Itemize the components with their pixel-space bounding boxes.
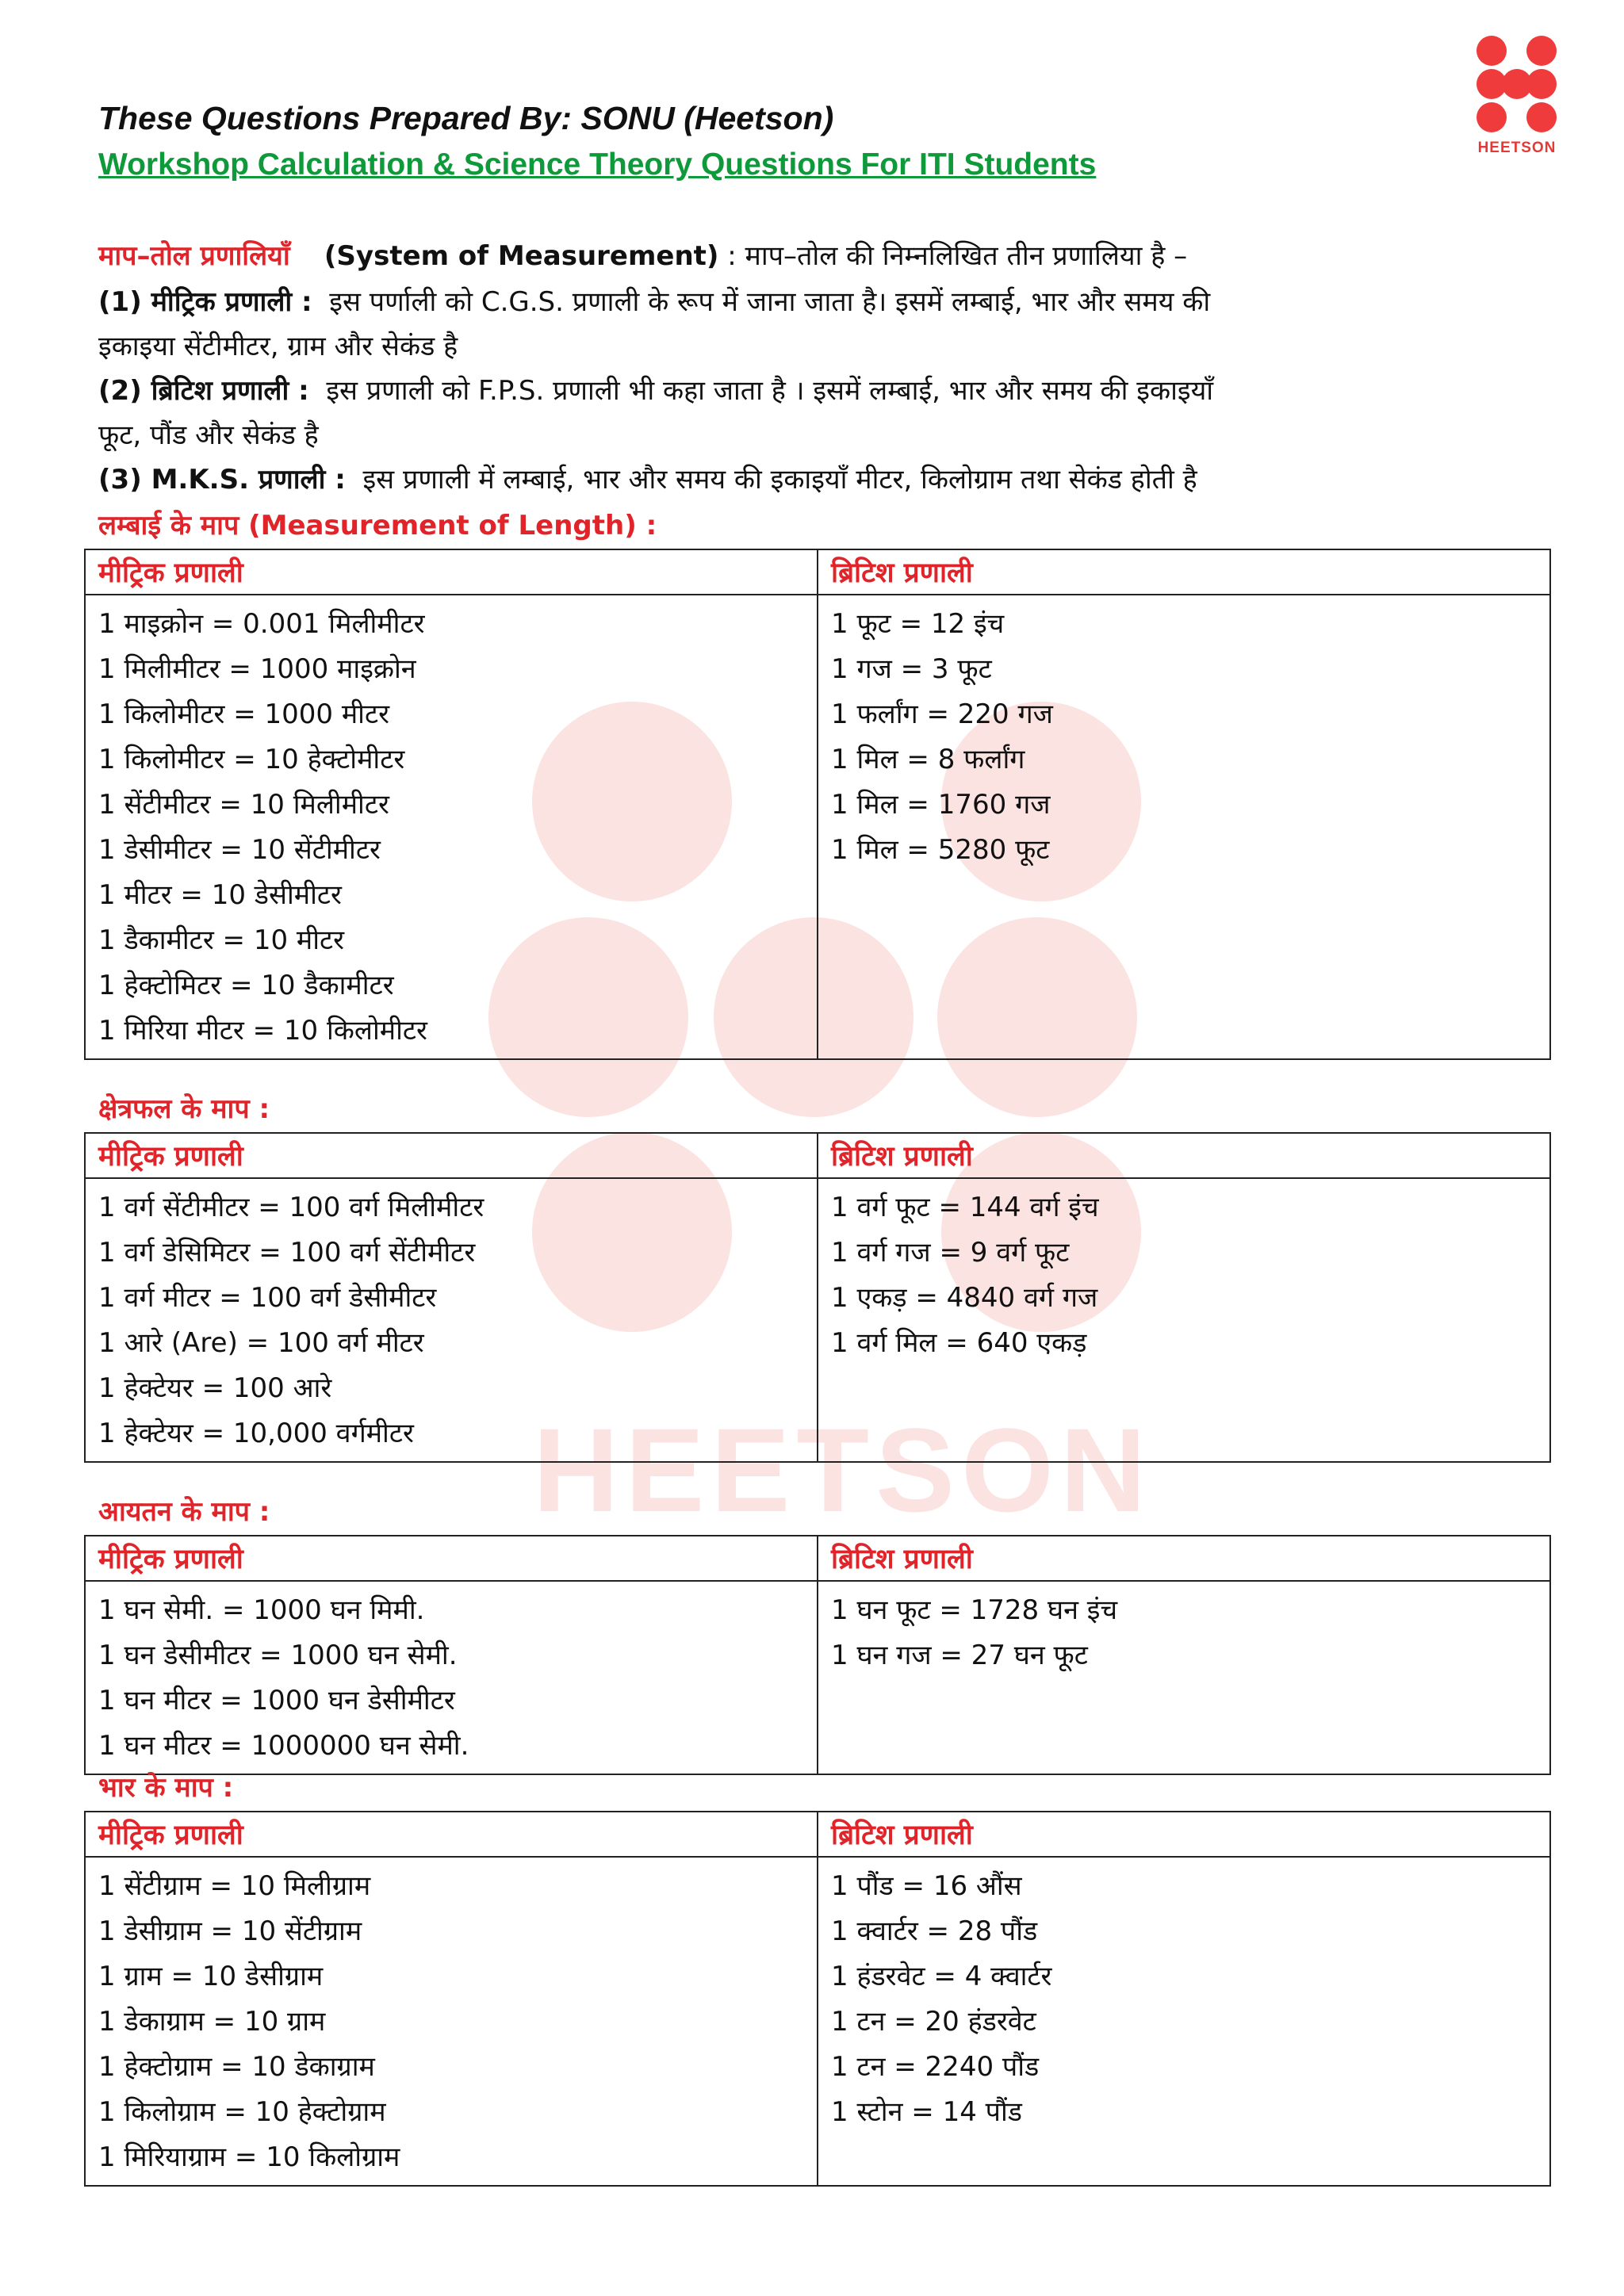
conversion-row: 1 आरे (Are) = 100 वर्ग मीटर bbox=[98, 1327, 424, 1359]
watermark-text: HEETSON bbox=[533, 1403, 1153, 1536]
conversion-row: 1 हेक्टोग्राम = 10 डेकाग्राम bbox=[98, 2051, 375, 2083]
conversion-row: 1 मीटर = 10 डेसीमीटर bbox=[98, 879, 342, 911]
intro-heading-rest: : माप–तोल की निम्नलिखित तीन प्रणालिया है – bbox=[727, 240, 1188, 272]
intro-item-3 bbox=[98, 460, 1197, 496]
intro-heading-en: (System of Measurement) bbox=[324, 240, 719, 272]
item2-label: (2) ब्रिटिश प्रणाली : bbox=[98, 375, 309, 407]
section-title-length: लम्बाई के माप (Measurement of Length) : bbox=[98, 510, 657, 541]
conversion-row: 1 मिल = 5280 फूट bbox=[831, 834, 1050, 866]
column-header-metric: मीट्रिक प्रणाली bbox=[85, 1536, 818, 1581]
intro-item-2 bbox=[98, 371, 1213, 408]
column-header-british: ब्रिटिश प्रणाली bbox=[818, 1133, 1550, 1178]
conversion-row: 1 वर्ग डेसिमिटर = 100 वर्ग सेंटीमीटर bbox=[98, 1237, 476, 1269]
conversion-row: 1 मिल = 8 फर्लांग bbox=[831, 744, 1025, 775]
conversion-row: 1 घन फूट = 1728 घन इंच bbox=[831, 1594, 1118, 1626]
column-header-metric: मीट्रिक प्रणाली bbox=[85, 1133, 818, 1178]
conversion-row: 1 घन मीटर = 1000000 घन सेमी. bbox=[98, 1730, 469, 1762]
conversion-row: 1 घन डेसीमीटर = 1000 घन सेमी. bbox=[98, 1640, 458, 1671]
metric-cell bbox=[85, 1581, 818, 1774]
conversion-row: 1 फर्लांग = 220 गज bbox=[831, 698, 1053, 730]
conversion-row: 1 मिल = 1760 गज bbox=[831, 789, 1051, 821]
conversion-row: 1 किलोमीटर = 1000 मीटर bbox=[98, 698, 390, 730]
column-header-british: ब्रिटिश प्रणाली bbox=[818, 1812, 1550, 1857]
intro-heading: माप–तोल प्रणालियाँ bbox=[98, 240, 290, 272]
metric-cell bbox=[85, 1178, 818, 1462]
british-cell bbox=[818, 1178, 1550, 1462]
page-subtitle: Workshop Calculation & Science Theory Questions For ITI Students bbox=[98, 147, 1097, 182]
intro-heading-line bbox=[98, 236, 1187, 273]
metric-cell bbox=[85, 595, 818, 1059]
conversion-row: 1 डैकामीटर = 10 मीटर bbox=[98, 924, 345, 956]
table-volume bbox=[84, 1535, 1551, 1775]
intro-item-2-cont: फूट, पौंड और सेकंड है bbox=[98, 419, 319, 451]
item1-label: (1) मीट्रिक प्रणाली : bbox=[98, 286, 312, 318]
logo-dot bbox=[1526, 102, 1557, 132]
british-cell bbox=[818, 595, 1550, 1059]
section-title-area: क्षेत्रफल के माप : bbox=[98, 1093, 270, 1125]
logo-dot bbox=[1526, 69, 1557, 99]
conversion-row: 1 माइक्रोन = 0.001 मिलीमीटर bbox=[98, 608, 425, 640]
item1-text: इस पर्णाली को C.G.S. प्रणाली के रूप में जाना जाता है। इसमें लम्बाई, भार और समय की bbox=[329, 286, 1211, 318]
table-weight bbox=[84, 1811, 1551, 2187]
conversion-row: 1 टन = 20 हंडरवेट bbox=[831, 2006, 1036, 2038]
conversion-row: 1 हेक्टोमिटर = 10 डैकामीटर bbox=[98, 970, 394, 1001]
section-title-volume: आयतन के माप : bbox=[98, 1496, 270, 1528]
item3-label: (3) M.K.S. प्रणाली : bbox=[98, 464, 346, 496]
conversion-row: 1 किलोग्राम = 10 हेक्टोग्राम bbox=[98, 2096, 386, 2128]
metric-cell bbox=[85, 1857, 818, 2186]
conversion-row: 1 घन गज = 27 घन फूट bbox=[831, 1640, 1088, 1671]
conversion-row: 1 हेक्टेयर = 10,000 वर्गमीटर bbox=[98, 1418, 414, 1449]
logo-dot bbox=[1477, 102, 1507, 132]
british-cell bbox=[818, 1581, 1550, 1774]
conversion-row: 1 हंडरवेट = 4 क्वार्टर bbox=[831, 1961, 1052, 1992]
item2-text: इस प्रणाली को F.P.S. प्रणाली भी कहा जाता है । इसमें लम्बाई, भार और समय की इकाइयाँ bbox=[326, 375, 1214, 407]
section-title-weight: भार के माप : bbox=[98, 1772, 234, 1804]
table-length bbox=[84, 549, 1551, 1060]
column-header-metric: मीट्रिक प्रणाली bbox=[85, 1812, 818, 1857]
page-title: These Questions Prepared By: SONU (Heetson) bbox=[98, 100, 834, 136]
conversion-row: 1 डेसीमीटर = 10 सेंटीमीटर bbox=[98, 834, 381, 866]
conversion-row: 1 डेसीग्राम = 10 सेंटीग्राम bbox=[98, 1915, 362, 1947]
conversion-row: 1 मिरियाग्राम = 10 किलोग्राम bbox=[98, 2141, 400, 2173]
conversion-row: 1 क्वार्टर = 28 पौंड bbox=[831, 1915, 1038, 1947]
conversion-row: 1 हेक्टेयर = 100 आरे bbox=[98, 1372, 332, 1404]
intro-item-1 bbox=[98, 282, 1210, 319]
conversion-row: 1 सेंटीग्राम = 10 मिलीग्राम bbox=[98, 1870, 371, 1902]
conversion-row: 1 वर्ग मीटर = 100 वर्ग डेसीमीटर bbox=[98, 1282, 437, 1314]
column-header-british: ब्रिटिश प्रणाली bbox=[818, 549, 1550, 595]
conversion-row: 1 वर्ग मिल = 640 एकड़ bbox=[831, 1327, 1087, 1359]
logo-dot bbox=[1526, 36, 1557, 66]
british-cell bbox=[818, 1857, 1550, 2186]
table-area bbox=[84, 1132, 1551, 1463]
conversion-row: 1 घन मीटर = 1000 घन डेसीमीटर bbox=[98, 1685, 455, 1716]
conversion-row: 1 गज = 3 फूट bbox=[831, 653, 992, 685]
conversion-row: 1 घन सेमी. = 1000 घन मिमी. bbox=[98, 1594, 425, 1626]
conversion-row: 1 मिलीमीटर = 1000 माइक्रोन bbox=[98, 653, 416, 685]
column-header-british: ब्रिटिश प्रणाली bbox=[818, 1536, 1550, 1581]
conversion-row: 1 एकड़ = 4840 वर्ग गज bbox=[831, 1282, 1098, 1314]
logo-dot bbox=[1477, 36, 1507, 66]
conversion-row: 1 मिरिया मीटर = 10 किलोमीटर bbox=[98, 1015, 427, 1047]
conversion-row: 1 ग्राम = 10 डेसीग्राम bbox=[98, 1961, 324, 1992]
logo-name: HEETSON bbox=[1477, 140, 1557, 156]
item3-text: इस प्रणाली में लम्बाई, भार और समय की इकाइयाँ मीटर, किलोग्राम तथा सेकंड होती है bbox=[362, 464, 1197, 496]
column-header-metric: मीट्रिक प्रणाली bbox=[85, 549, 818, 595]
conversion-row: 1 फूट = 12 इंच bbox=[831, 608, 1005, 640]
conversion-row: 1 टन = 2240 पौंड bbox=[831, 2051, 1040, 2083]
conversion-row: 1 स्टोन = 14 पौंड bbox=[831, 2096, 1022, 2128]
intro-item-1-cont: इकाइया सेंटीमीटर, ग्राम और सेकंड है bbox=[98, 331, 458, 362]
conversion-row: 1 वर्ग गज = 9 वर्ग फूट bbox=[831, 1237, 1070, 1269]
conversion-row: 1 डेकाग्राम = 10 ग्राम bbox=[98, 2006, 326, 2038]
conversion-row: 1 वर्ग सेंटीमीटर = 100 वर्ग मिलीमीटर bbox=[98, 1192, 485, 1223]
conversion-row: 1 वर्ग फूट = 144 वर्ग इंच bbox=[831, 1192, 1099, 1223]
conversion-row: 1 सेंटीमीटर = 10 मिलीमीटर bbox=[98, 789, 389, 821]
conversion-row: 1 पौंड = 16 औंस bbox=[831, 1870, 1022, 1902]
conversion-row: 1 किलोमीटर = 10 हेक्टोमीटर bbox=[98, 744, 405, 775]
